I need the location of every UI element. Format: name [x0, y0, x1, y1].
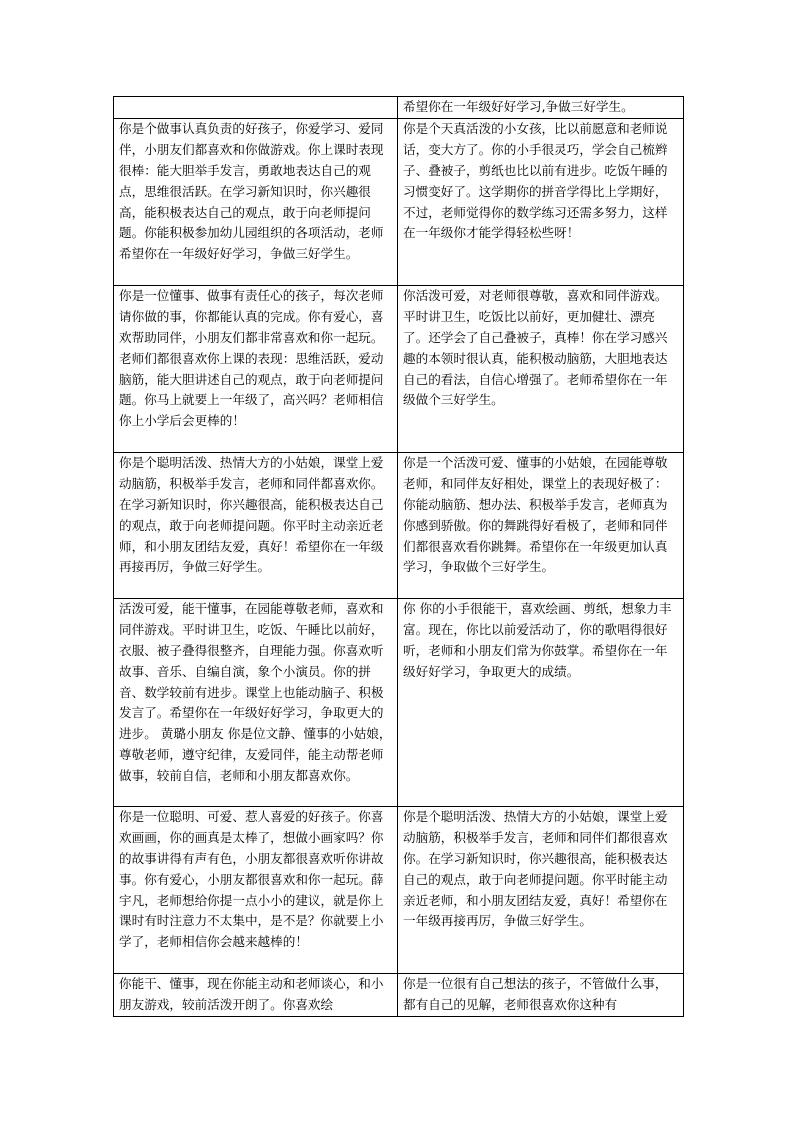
cell-text: 你活泼可爱，对老师很尊敬，喜欢和同伴游戏。平时讲卫生，吃饭比以前好，更加健壮、漂亮了。还学会了自己叠被子，真棒！你在学习感兴趣的本领时很认真，能积极动脑筋，大胆地表达自己的看法，自信心增强了。老师希望你在一年级做个三好学生。 — [403, 287, 668, 408]
comments-table — [113, 96, 684, 1017]
table-cell-left — [114, 598, 398, 806]
cell-text: 活泼可爱，能干懂事，在园能尊敬老师，喜欢和同伴游戏。平时讲卫生，吃饭、午睡比以前好，衣服、被子叠得很整齐，自理能力强。你喜欢听故事、音乐、自编自演，象个小演员。你的拼音、数学较前有进步。课堂上也能动脑子、积极发言了。希望你在一年级好好学习，争取更大的进步。 黄璐小朋友 你是位文静、懂事的小姑娘，尊敬老师，遵守纪律，友爱同伴，能主动帮老师做事，较前自信，老师和小朋友都喜欢你。 — [119, 600, 392, 784]
table-cell-left — [114, 97, 398, 119]
cell-text: 你是个天真活泼的小女孩，比以前愿意和老师说话，变大方了。你的小手很灵巧，学会自己梳辫子、叠被子，剪纸也比以前有进步。吃饭午睡的习惯变好了。这学期你的拼音学得比上学期好，不过，老师觉得你的数学练习还需多努力，这样在一年级你才能学得轻松些呀！ — [403, 120, 668, 241]
cell-text: 你是个做事认真负责的好孩子，你爱学习、爱同伴，小朋友们都喜欢和你做游戏。你上课时表现很棒：能大胆举手发言，勇敢地表达自己的观点，思维很活跃。在学习新知识时，你兴趣很高，能积极表达自己的观点，敢于向老师提问题。你能积极参加幼儿园组织的各项活动，老师希望你在一年级好好学习，争做三好学生。 — [119, 120, 384, 262]
table-cell-right — [398, 598, 684, 806]
table-row — [114, 452, 684, 598]
table-cell-right — [398, 806, 684, 973]
table-cell-left — [114, 118, 398, 285]
table-cell-right — [398, 285, 684, 452]
cell-text: 你是一位懂事、做事有责任心的孩子，每次老师请你做的事，你都能认真的完成。你有爱心，喜欢帮助同伴，小朋友们都非常喜欢和你一起玩。老师们都很喜欢你上课的表现：思维活跃，爱动脑筋，能大胆讲述自己的观点，敢于向老师提问题。你马上就要上一年级了，高兴吗？老师相信你上小学后会更棒的！ — [119, 287, 384, 429]
cell-text: 希望你在一年级好好学习,争做三好学生。 — [403, 99, 634, 114]
table-cell-right — [398, 118, 684, 285]
table-cell-left — [114, 452, 398, 598]
cell-text: 你是个聪明活泼、热情大方的小姑娘，课堂上爱动脑筋，积极举手发言，老师和同伴们都很喜欢你。在学习新知识时，你兴趣很高，能积极表达自己的观点，敢于向老师提问题。你平时能主动亲近老师，和小朋友团结友爱，真好！希望你在一年级再接再厉，争做三好学生。 — [403, 808, 668, 929]
table-cell-right — [398, 973, 684, 1016]
cell-text: 你 你的小手很能干，喜欢绘画、剪纸，想象力丰富。现在，你比以前爱活动了，你的歌唱得很好听，老师和小朋友们常为你鼓掌。希望你在一年级好好学习，争取更大的成绩。 — [403, 600, 672, 679]
cell-text: 你是一个活泼可爱、懂事的小姑娘，在园能尊敬老师，和同伴友好相处，课堂上的表现好极了：你能动脑筋、想办法、积极举手发言，老师真为你感到骄傲。你的舞跳得好看极了，老师和同伴们都很喜欢看你跳舞。希望你在一年级更加认真学习，争取做个三好学生。 — [403, 454, 668, 575]
table-cell-left — [114, 806, 398, 973]
cell-text: 你能干、懂事，现在你能主动和老师谈心，和小朋友游戏，较前活泼开朗了。你喜欢绘 — [119, 975, 384, 1012]
table-cell-left — [114, 285, 398, 452]
table-row — [114, 285, 684, 452]
cell-text: 你是一位很有自己想法的孩子，不管做什么事，都有自己的见解，老师很喜欢你这种有 — [403, 975, 668, 1012]
cell-text: 你是一位聪明、可爱、惹人喜爱的好孩子。你喜欢画画，你的画真是太棒了，想做小画家吗？你的故事讲得有声有色，小朋友都很喜欢听你讲故事。你有爱心，小朋友都很喜欢和你一起玩。薛宇凡，老师想给你提一点小小的建议，就是你上课时有时注意力不太集中，是不是？你就要上小学了，老师相信你会越来越棒的！ — [119, 808, 384, 950]
table-cell-right — [398, 452, 684, 598]
table-cell-left — [114, 973, 398, 1016]
table-row — [114, 118, 684, 285]
table-cell-right — [398, 97, 684, 119]
table-row — [114, 973, 684, 1016]
table-row — [114, 806, 684, 973]
cell-text: 你是个聪明活泼、热情大方的小姑娘，课堂上爱动脑筋，积极举手发言，老师和同伴都喜欢你。在学习新知识时，你兴趣很高，能积极表达自己的观点，敢于向老师提问题。你平时主动亲近老师，和小朋友团结友爱，真好！希望你在一年级再接再厉，争做三好学生。 — [119, 454, 384, 575]
table-row — [114, 598, 684, 806]
table-row — [114, 97, 684, 119]
